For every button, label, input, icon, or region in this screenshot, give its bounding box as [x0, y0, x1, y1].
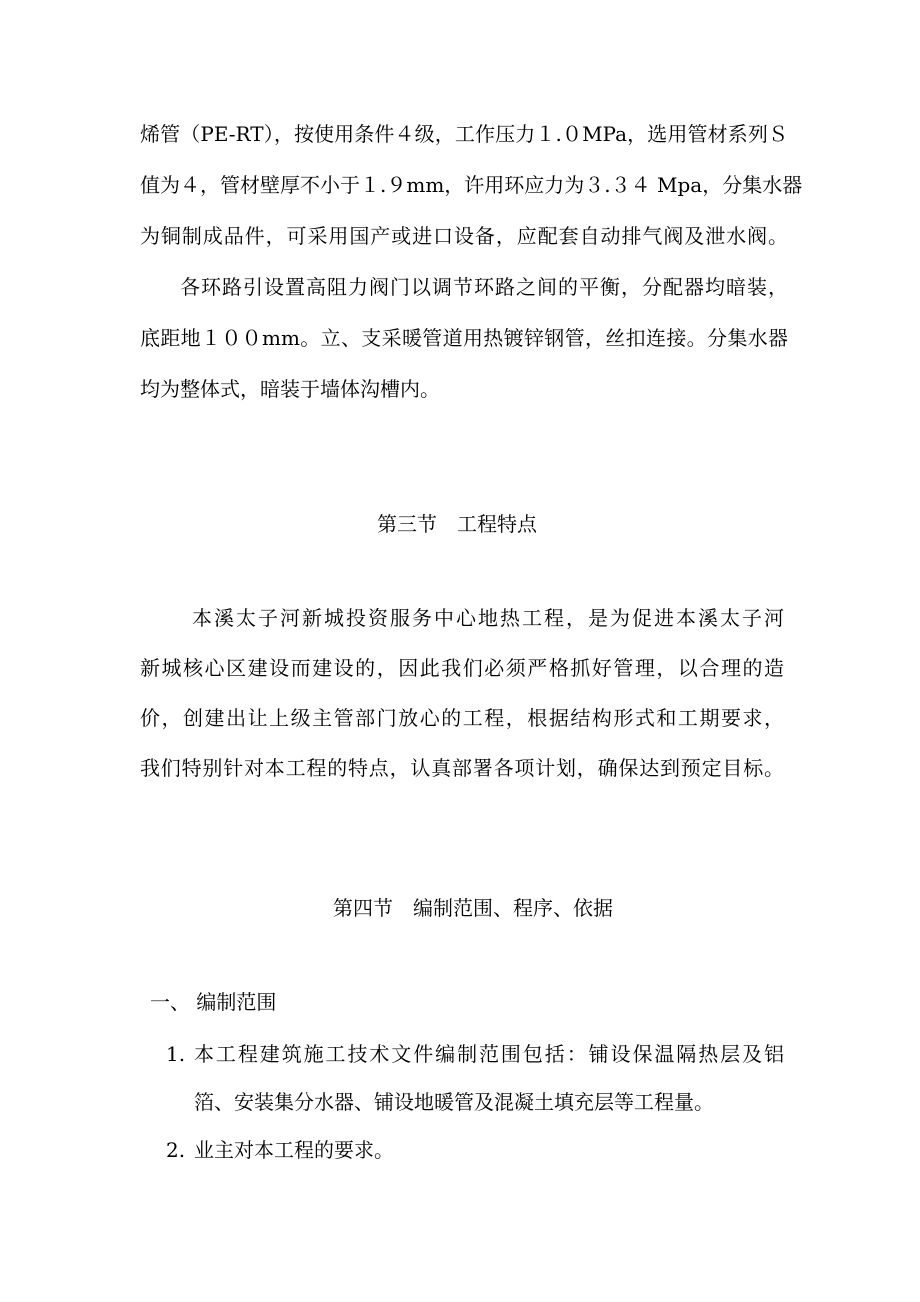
- list-item-number: 2.: [166, 1138, 186, 1162]
- text-line: 本溪太子河新城投资服务中心地热工程，是为促进本溪太子河: [192, 606, 784, 630]
- text-line: 底距地１００mm。立、支采暖管道用热镀锌钢管，丝扣连接。分集水器: [140, 326, 788, 350]
- text-line: 各环路引设置高阻力阀门以调节环路之间的平衡，分配器均暗装，: [180, 275, 788, 299]
- text-line: 新城核心区建设而建设的，因此我们必须严格抓好管理，以合理的造: [140, 656, 784, 680]
- section-heading-4: 第四节 编制范围、程序、依据: [333, 896, 613, 920]
- text-line: 值为４，管材壁厚不小于１.９mm，许用环应力为３.３４ Mpa，分集水器: [140, 173, 803, 197]
- subheading-scope: 一、 编制范围: [150, 990, 277, 1014]
- text-line: 本工程建筑施工技术文件编制范围包括：铺设保温隔热层及铝: [194, 1042, 784, 1066]
- text-line: 烯管（PE-RT），按使用条件４级，工作压力１.０MPa，选用管材系列Ｓ: [140, 122, 788, 146]
- section-heading-3: 第三节 工程特点: [377, 512, 537, 536]
- text-line: 价，创建出让上级主管部门放心的工程，根据结构形式和工期要求，: [140, 706, 784, 730]
- text-line: 我们特别针对本工程的特点，认真部署各项计划，确保达到预定目标。: [140, 756, 784, 780]
- text-line: 为铜制成品件，可采用国产或进口设备，应配套自动排气阀及泄水阀。: [140, 224, 788, 248]
- list-item-number: 1.: [166, 1042, 186, 1066]
- text-line: 业主对本工程的要求。: [194, 1138, 394, 1162]
- text-line: 箔、安装集分水器、铺设地暖管及混凝土填充层等工程量。: [194, 1090, 714, 1114]
- text-line: 均为整体式，暗装于墙体沟槽内。: [140, 377, 440, 401]
